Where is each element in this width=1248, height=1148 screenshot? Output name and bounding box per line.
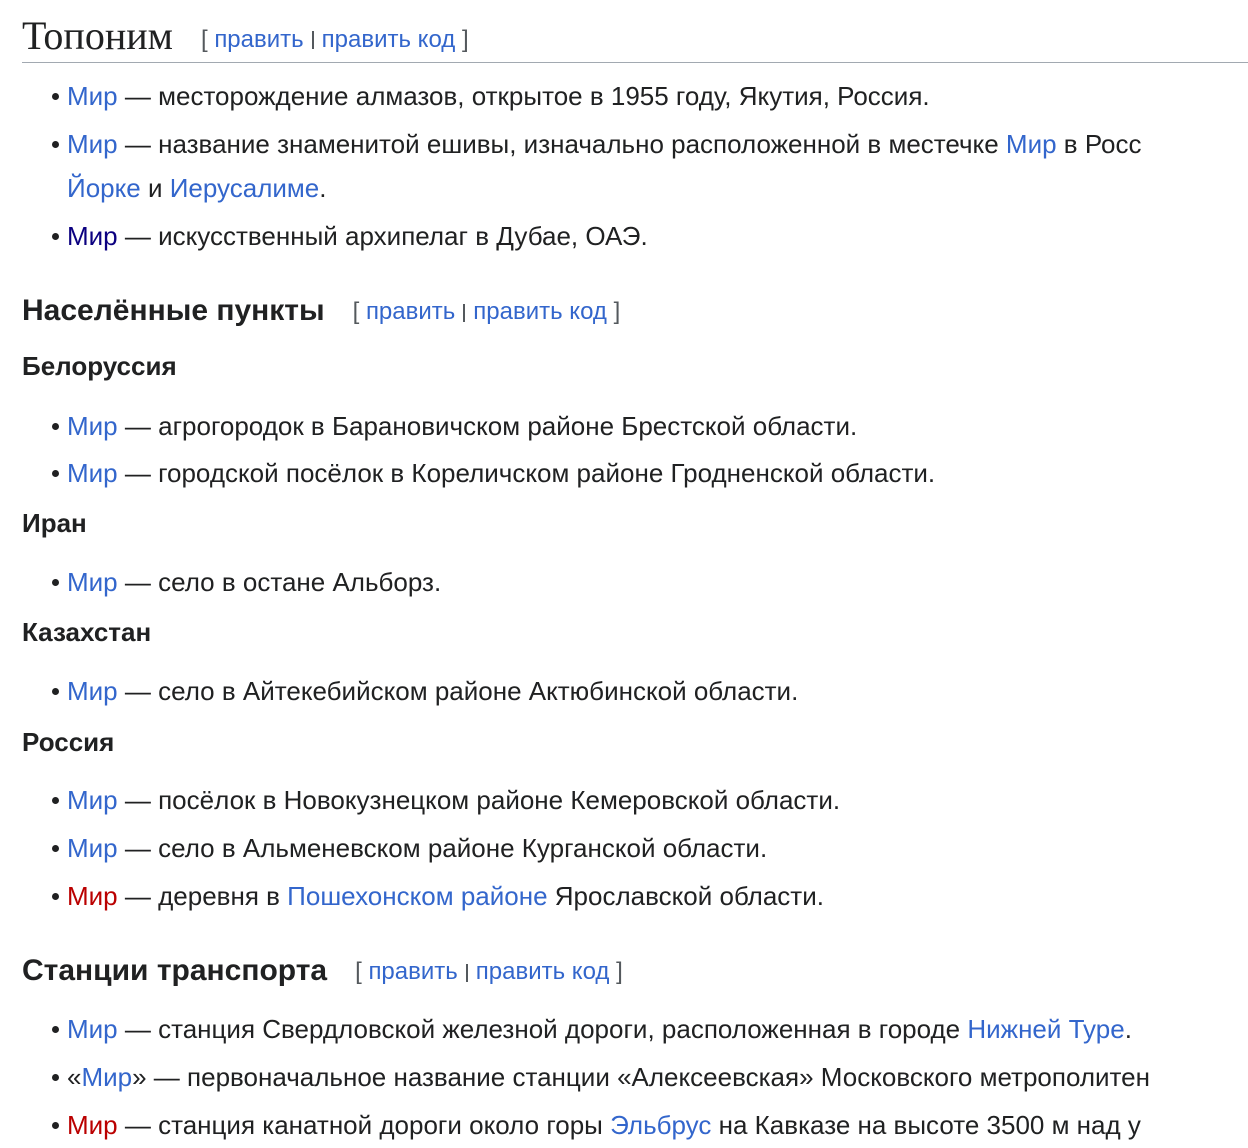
item-link[interactable]: Мир	[81, 1062, 133, 1092]
bullet	[52, 797, 59, 804]
bracket: ]	[616, 958, 623, 986]
list-item	[67, 883, 824, 909]
item-text: — агрогородок в Барановичском районе Брестской области.	[117, 411, 858, 441]
section-heading-settlements	[22, 296, 620, 326]
subheading-russia: Россия	[22, 727, 115, 757]
section-heading-stations	[22, 956, 623, 986]
item-text: — посёлок в Новокузнецком районе Кемеровской области.	[117, 785, 841, 815]
bullet	[52, 1074, 59, 1081]
bracket: ]	[613, 298, 621, 326]
item-link[interactable]: Иерусалиме	[169, 173, 320, 203]
item-text: — городской посёлок в Кореличском районе Гродненской области.	[117, 458, 936, 488]
item-link[interactable]: Мир	[67, 129, 118, 159]
bracket: ]	[461, 25, 469, 53]
item-text: — деревня в	[117, 881, 288, 911]
heading-text: Топоним	[22, 13, 173, 58]
list-item	[67, 413, 857, 439]
bullet	[52, 233, 59, 240]
bullet	[52, 893, 59, 900]
item-text: » — первоначальное название станции «Алексеевская» Московского метрополитен	[132, 1062, 1150, 1092]
item-link-missing[interactable]: Мир	[67, 1110, 118, 1140]
edit-link[interactable]: править	[214, 25, 304, 53]
list-item	[67, 1016, 1132, 1042]
item-text: — название знаменитой ешивы, изначально расположенной в местечке	[117, 129, 1006, 159]
subheading-iran: Иран	[22, 508, 87, 538]
list-item	[67, 223, 648, 249]
edit-section	[355, 958, 623, 985]
edit-code-link[interactable]: править код	[321, 25, 456, 53]
edit-section	[201, 26, 469, 53]
bullet	[52, 688, 59, 695]
bullet	[52, 1026, 59, 1033]
item-link[interactable]: Эльбрус	[610, 1110, 712, 1140]
bullet	[52, 423, 59, 430]
list-item	[67, 1112, 1141, 1138]
subheading-kazakhstan: Казахстан	[22, 617, 152, 647]
edit-code-link[interactable]: править код	[473, 298, 607, 326]
item-text: на Кавказе на высоте 3500 м над у	[711, 1110, 1141, 1140]
list-item	[67, 787, 840, 813]
list-item	[67, 460, 935, 486]
edit-link[interactable]: править	[365, 298, 456, 326]
bracket: [	[355, 958, 362, 986]
separator	[466, 964, 468, 982]
heading-text: Станции транспорта	[22, 954, 328, 987]
item-text: — месторождение алмазов, открытое в 1955 году, Якутия, Россия.	[117, 81, 930, 111]
item-text: .	[1124, 1014, 1132, 1044]
list-item	[67, 678, 798, 704]
subheading-belarus: Белоруссия	[22, 351, 177, 381]
bracket: [	[200, 25, 208, 53]
section-heading-toponym	[22, 13, 469, 58]
item-text: «	[67, 1062, 82, 1092]
edit-link[interactable]: править	[368, 958, 458, 986]
list-item	[67, 1064, 1150, 1090]
edit-section	[353, 298, 621, 325]
bullet	[52, 845, 59, 852]
item-link[interactable]: Мир	[67, 81, 118, 111]
item-link-missing[interactable]: Мир	[67, 881, 118, 911]
item-link[interactable]: Мир	[67, 676, 118, 706]
item-text: в Росс	[1056, 129, 1142, 159]
item-text: — станция Свердловской железной дороги, расположенная в городе	[117, 1014, 968, 1044]
item-link[interactable]: Мир	[67, 458, 118, 488]
item-link[interactable]: Мир	[67, 785, 118, 815]
list-item-continuation	[67, 175, 326, 201]
item-text: и	[140, 173, 170, 203]
item-link[interactable]: Пошехонском районе	[287, 881, 548, 911]
separator	[463, 304, 465, 322]
separator	[312, 31, 314, 49]
item-link[interactable]: Мир	[67, 833, 118, 863]
list-item	[67, 131, 1141, 157]
item-text: — искусственный архипелаг в Дубае, ОАЭ.	[117, 221, 648, 251]
bullet	[52, 93, 59, 100]
bullet	[52, 470, 59, 477]
item-text: — село в Айтекебийском районе Актюбинской области.	[117, 676, 799, 706]
item-text: — село в остане Альборз.	[117, 567, 442, 597]
bullet	[52, 141, 59, 148]
heading-text: Населённые пункты	[22, 294, 325, 327]
bracket: [	[352, 298, 360, 326]
bullet	[52, 579, 59, 586]
item-text: Ярославской области.	[547, 881, 824, 911]
edit-code-link[interactable]: править код	[475, 958, 610, 986]
bullet	[52, 1122, 59, 1129]
item-link[interactable]: Йорке	[67, 173, 141, 203]
item-text: — село в Альменевском районе Курганской области.	[117, 833, 768, 863]
item-link[interactable]: Мир	[67, 411, 118, 441]
heading-rule	[22, 62, 1248, 63]
item-link[interactable]: Мир	[67, 221, 118, 251]
item-link[interactable]: Мир	[67, 1014, 118, 1044]
item-link[interactable]: Нижней Туре	[967, 1014, 1125, 1044]
list-item	[67, 83, 930, 109]
item-link[interactable]: Мир	[1005, 129, 1057, 159]
list-item	[67, 569, 441, 595]
item-link[interactable]: Мир	[67, 567, 118, 597]
item-text: — станция канатной дороги около горы	[117, 1110, 611, 1140]
item-text: .	[319, 173, 327, 203]
list-item	[67, 835, 767, 861]
